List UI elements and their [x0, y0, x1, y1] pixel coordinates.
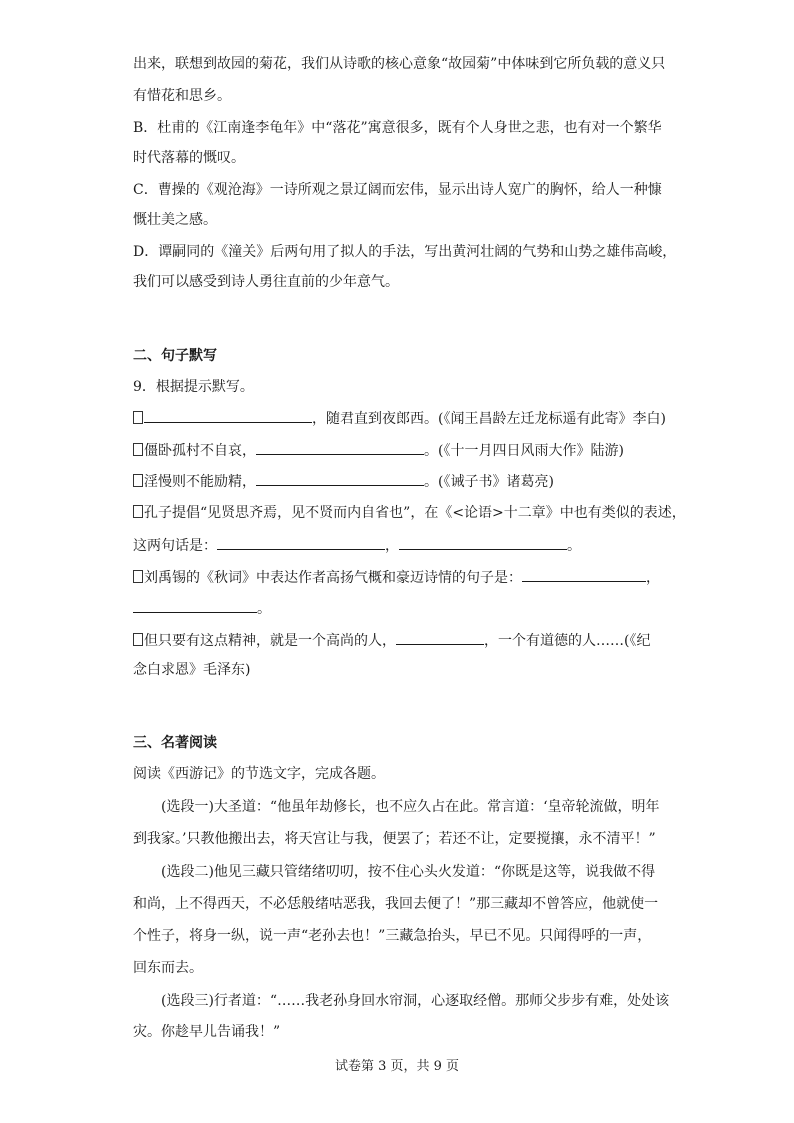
checkbox-icon [133, 411, 143, 424]
option-b: 时代落幕的慨叹。 [133, 150, 245, 166]
answer-blank[interactable] [133, 598, 257, 613]
option-b: B．杜甫的《江南逢李龟年》中“落花”寓意很多，既有个人身世之悲，也有对一个繁华 [133, 120, 662, 136]
reading-intro: 阅读《西游记》的节选文字，完成各题。 [133, 766, 385, 782]
excerpt-2: 个性子，将身一纵，说一声“老孙去也！”三藏急抬头，早已不见。只闻得呼的一声， [133, 928, 652, 944]
checkbox-icon [133, 570, 143, 583]
answer-blank[interactable] [522, 567, 646, 582]
dictation-item-2: 僵卧孤村不自哀， 。(《十一月四日风雨大作》陆游) [133, 440, 663, 461]
dictation-item-6-cont: 念白求恩》毛泽东) [133, 662, 251, 678]
option-c: 慨壮美之感。 [133, 212, 217, 228]
answer-blank[interactable] [256, 440, 424, 455]
page-footer: 试卷第 3 页，共 9 页 [334, 1059, 460, 1074]
dictation-item-3: 淫慢则不能励精， 。(《诫子书》诸葛亮) [133, 471, 663, 492]
dictation-item-5: 刘禹锡的《秋词》中表达作者高扬气概和豪迈诗情的句子是： ， [133, 567, 663, 588]
dictation-item-6: 但只要有这点精神，就是一个高尚的人， ，一个有道德的人……(《纪 [133, 630, 663, 651]
excerpt-3: (选段三)行者道：“……我老孙身回水帘洞，心逐取经僧。那师父步步有难，处处该 [161, 993, 670, 1009]
answer-blank[interactable] [396, 630, 484, 645]
checkbox-icon [133, 474, 143, 487]
dictation-item-5-cont: 。 [133, 598, 663, 619]
answer-blank[interactable] [399, 535, 567, 550]
checkbox-icon [133, 633, 143, 646]
excerpt-1: (选段一)大圣道：“他虽年劫修长，也不应久占在此。常言道：‘皇帝轮流做，明年 [161, 799, 660, 815]
excerpt-2: 和尚，上不得西天，不必恁般绪咕恶我，我回去便了！”那三藏却不曾答应，他就使一 [133, 896, 659, 912]
dictation-item-4-answers: 这两句话是： ， 。 [133, 535, 663, 556]
section-heading: 二、句子默写 [133, 348, 217, 364]
checkbox-icon [133, 505, 143, 518]
option-a-continuation: 出来，联想到故园的菊花，我们从诗歌的核心意象“故园菊”中体味到它所负载的意义只 [133, 56, 666, 72]
excerpt-2: 回东而去。 [133, 960, 203, 976]
option-c: C．曹操的《观沧海》一诗所观之景辽阔而宏伟，显示出诗人宽广的胸怀，给人一种慷 [133, 182, 662, 198]
excerpt-1: 到我家。’只教他搬出去，将天宫让与我，便罢了；若还不让，定要搅攘，永不清平！” [133, 831, 656, 847]
option-d: D．谭嗣同的《潼关》后两句用了拟人的手法，写出黄河壮阔的气势和山势之雄伟高峻， [133, 244, 677, 260]
dictation-item-1: ，随君直到夜郎西。(《闻王昌龄左迁龙标遥有此寄》李白) [133, 408, 663, 429]
answer-blank[interactable] [256, 471, 424, 486]
checkbox-icon [133, 443, 143, 456]
option-a-continuation: 有惜花和思乡。 [133, 88, 231, 104]
excerpt-3: 灾。你趁早儿告诵我！” [133, 1024, 281, 1040]
excerpt-2: (选段二)他见三藏只管绪绪叨叨，按不住心头火发道：“你既是这等，说我做不得 [161, 864, 656, 880]
answer-blank[interactable] [144, 408, 312, 423]
option-d: 我们可以感受到诗人勇往直前的少年意气。 [133, 274, 399, 290]
answer-blank[interactable] [217, 535, 385, 550]
question-9: 9．根据提示默写。 [133, 379, 254, 395]
section-heading: 三、名著阅读 [133, 735, 217, 751]
dictation-item-4: 孔子提倡“见贤思齐焉，见不贤而内自省也”，在《<论语>十二章》中也有类似的表述， [133, 503, 663, 523]
